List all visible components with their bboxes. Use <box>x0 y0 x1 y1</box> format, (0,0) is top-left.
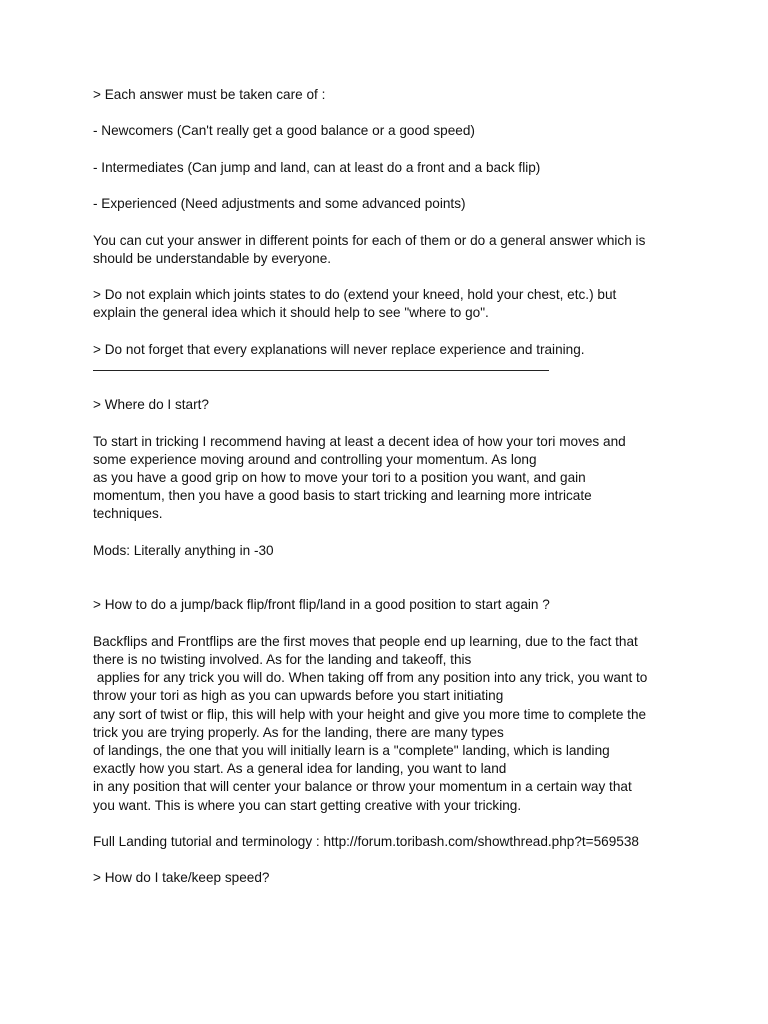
blank-line <box>93 414 678 432</box>
blank-line <box>93 323 678 341</box>
text-line: should be understandable by everyone. <box>93 250 332 266</box>
separator-rule <box>93 370 549 371</box>
list-item: - Newcomers (Can't really get a good balance or a good speed) <box>93 123 475 139</box>
text-line: of landings, the one that you will initially learn is a "complete" landing, which is landing <box>93 742 610 758</box>
section-heading: > Do not explain which joints states to do (extend your kneed, hold your chest, etc.) but <box>93 287 617 303</box>
blank-line <box>93 378 678 396</box>
text-line: throw your tori as high as you can upwards before you start initiating <box>93 688 504 704</box>
text-line: there is no twisting involved. As for the landing and takeoff, this <box>93 651 472 667</box>
blank-line <box>93 815 678 833</box>
section-heading: > Where do I start? <box>93 397 209 413</box>
text-line: you want. This is where you can start getting creative with your tricking. <box>93 797 522 813</box>
text-line: exactly how you start. As a general idea for landing, you want to land <box>93 761 507 777</box>
text-line: Mods: Literally anything in -30 <box>93 542 274 558</box>
blank-line <box>93 104 678 122</box>
blank-line <box>93 524 678 542</box>
text-line: explain the general idea which it should help to see "where to go". <box>93 305 489 321</box>
blank-line <box>93 268 678 286</box>
text-line: Backflips and Frontflips are the first moves that people end up learning, due to the fact that <box>93 633 638 649</box>
text-line: techniques. <box>93 506 163 522</box>
blank-line <box>93 615 678 633</box>
text-line: as you have a good grip on how to move your tori to a position you want, and gain <box>93 469 586 485</box>
document-page <box>93 86 678 888</box>
text-line: in any position that will center your balance or throw your momentum in a certain way that <box>93 779 632 795</box>
list-item: - Intermediates (Can jump and land, can at least do a front and a back flip) <box>93 159 541 175</box>
blank-line <box>93 177 678 195</box>
blank-line <box>93 578 678 596</box>
text-line: some experience moving around and controlling your momentum. As long <box>93 451 537 467</box>
section-heading: > Do not forget that every explanations will never replace experience and training. <box>93 341 585 357</box>
list-item: - Experienced (Need adjustments and some advanced points) <box>93 196 466 212</box>
blank-line <box>93 213 678 231</box>
text-line: applies for any trick you will do. When taking off from any position into any trick, you want to <box>93 670 648 686</box>
section-heading: > How do I take/keep speed? <box>93 870 270 886</box>
text-line: To start in tricking I recommend having at least a decent idea of how your tori moves and <box>93 433 626 449</box>
blank-line <box>93 851 678 869</box>
section-heading: > Each answer must be taken care of : <box>93 87 326 102</box>
text-line: momentum, then you have a good basis to start tricking and learning more intricate <box>93 488 592 504</box>
text-line: any sort of twist or flip, this will help with your height and give you more time to complete the <box>93 706 647 722</box>
link-line[interactable]: Full Landing tutorial and terminology : http://forum.toribash.com/showthread.php?t=569538 <box>93 833 639 849</box>
section-heading: > How to do a jump/back flip/front flip/land in a good position to start again ? <box>93 597 550 613</box>
blank-line <box>93 141 678 159</box>
blank-line <box>93 560 678 578</box>
text-line: trick you are trying properly. As for the landing, there are many types <box>93 724 504 740</box>
text-line: You can cut your answer in different points for each of them or do a general answer which is <box>93 232 646 248</box>
